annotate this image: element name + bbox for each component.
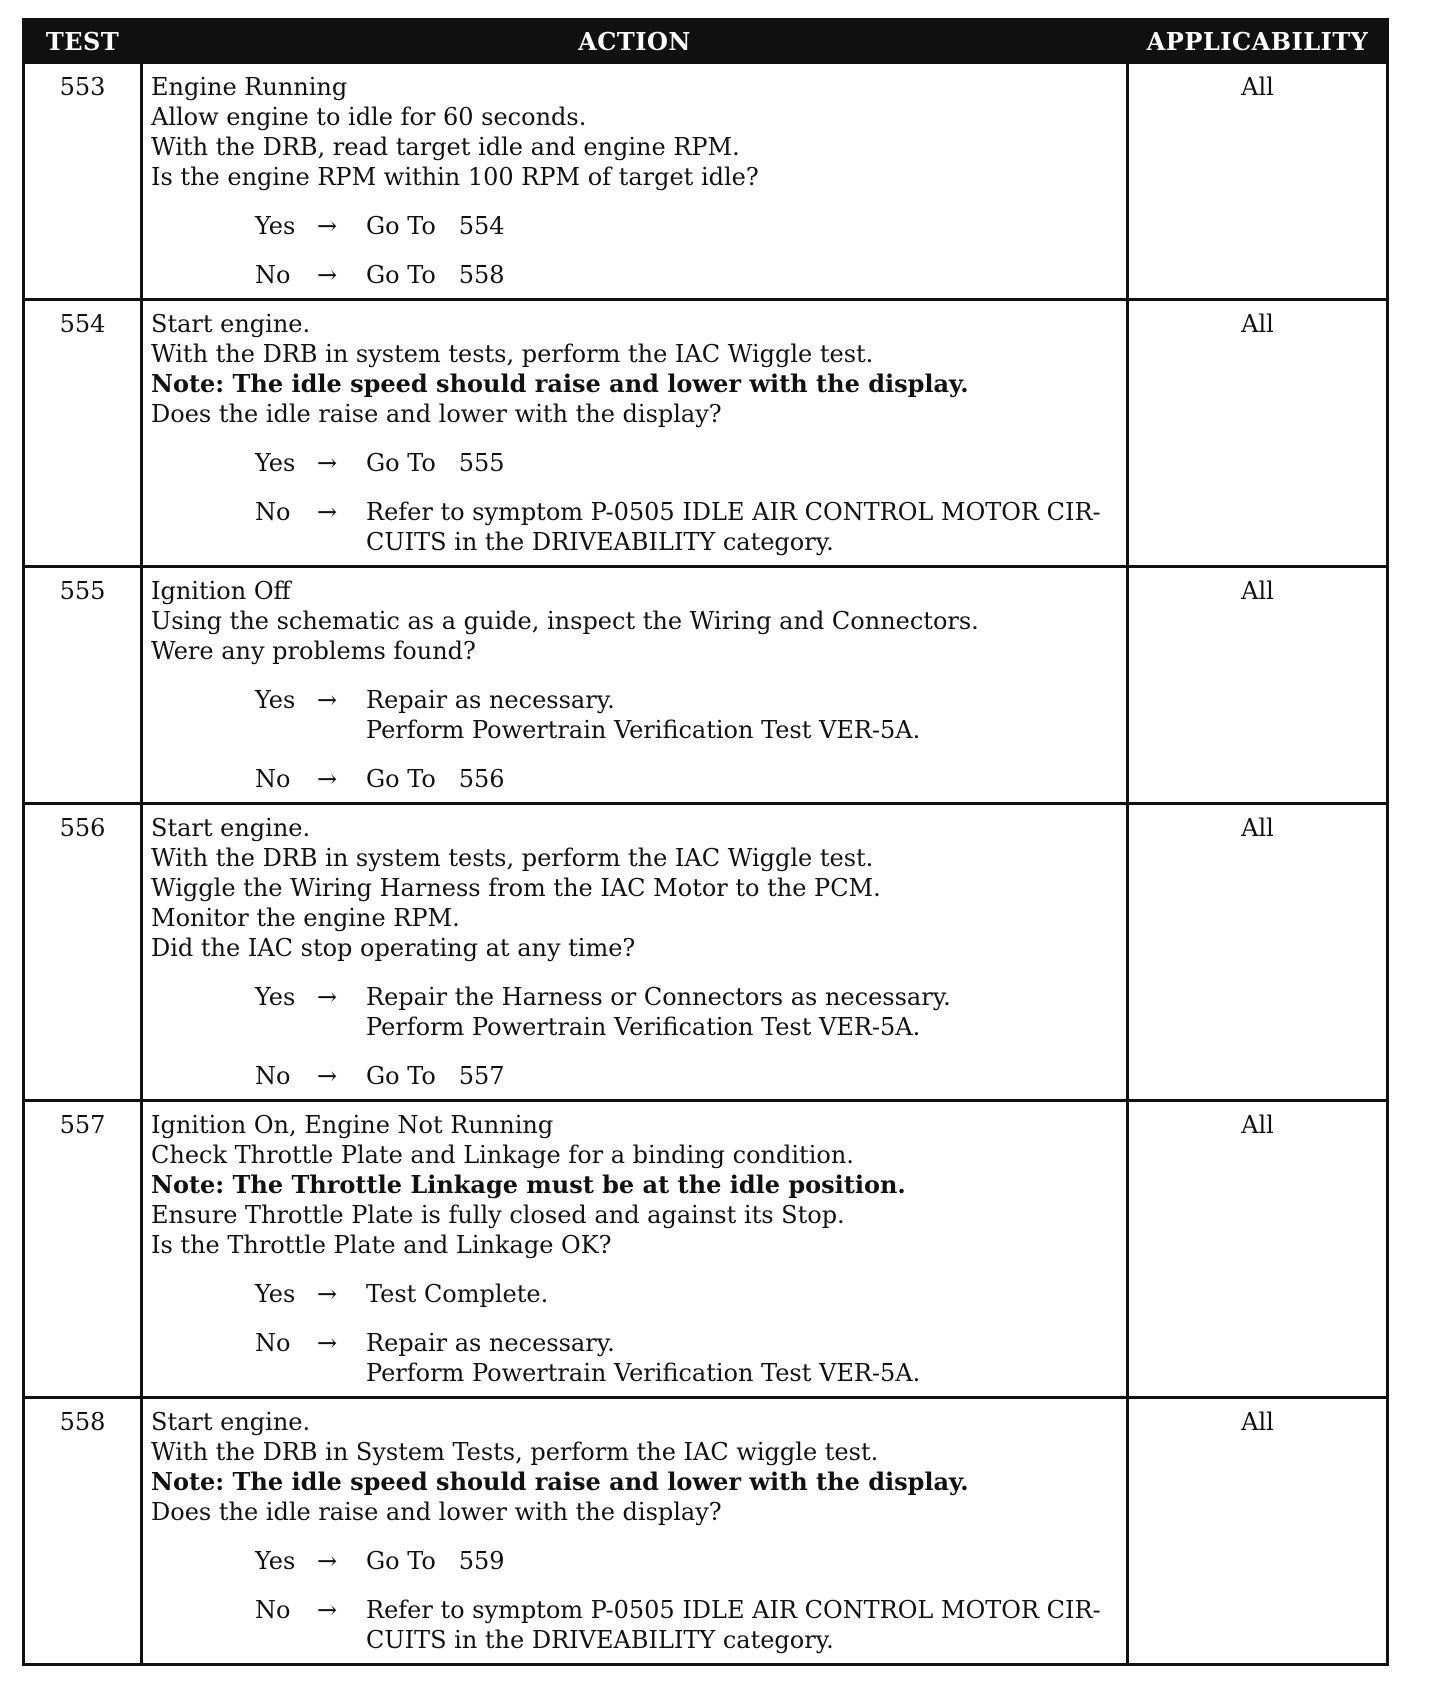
action-line: Start engine. xyxy=(151,310,311,338)
action-line: Wiggle the Wiring Harness from the IAC Motor to the PCM. xyxy=(151,874,881,902)
answer-label: Yes xyxy=(255,983,296,1011)
table-row xyxy=(24,300,1388,567)
branch-result xyxy=(366,260,1120,290)
arrow-right-icon: → xyxy=(317,765,338,793)
table-row xyxy=(24,1398,1388,1665)
branch-result xyxy=(366,1595,1120,1655)
action-line: Is the Throttle Plate and Linkage OK? xyxy=(151,1231,612,1259)
no-branch xyxy=(151,1061,1120,1091)
applicability-value: All xyxy=(1128,1398,1388,1665)
action-line: Start engine. xyxy=(151,1408,311,1436)
action-line: With the DRB in system tests, perform the IAC Wiggle test. xyxy=(151,340,874,368)
result-line: Go To 559 xyxy=(366,1547,505,1575)
no-branch xyxy=(151,497,1120,557)
branch-result xyxy=(366,1328,1120,1388)
test-number: 555 xyxy=(24,567,142,804)
arrow-right-icon: → xyxy=(317,449,338,477)
applicability-value: All xyxy=(1128,804,1388,1101)
action-line: Monitor the engine RPM. xyxy=(151,904,460,932)
result-line: Refer to symptom P-0505 IDLE AIR CONTROL MOTOR CIR- xyxy=(366,1596,1101,1624)
result-line: Test Complete. xyxy=(366,1280,549,1308)
yes-branch xyxy=(151,211,1120,241)
answer-label: No xyxy=(255,261,291,289)
result-line: Go To 555 xyxy=(366,449,505,477)
action-line: Using the schematic as a guide, inspect the Wiring and Connectors. xyxy=(151,607,979,635)
action-line: With the DRB in System Tests, perform the IAC wiggle test. xyxy=(151,1438,879,1466)
diagnostic-test-table xyxy=(22,18,1389,1666)
arrow-right-icon: → xyxy=(317,212,338,240)
answer-label: Yes xyxy=(255,1547,296,1575)
result-line: Go To 558 xyxy=(366,261,505,289)
action-note: Note: The idle speed should raise and lower with the display. xyxy=(151,369,969,398)
result-line: Go To 557 xyxy=(366,1062,505,1090)
action-line: Start engine. xyxy=(151,814,311,842)
action-line: With the DRB, read target idle and engine RPM. xyxy=(151,133,740,161)
action-cell xyxy=(142,1398,1128,1665)
applicability-value: All xyxy=(1128,567,1388,804)
action-line: Ensure Throttle Plate is fully closed and against its Stop. xyxy=(151,1201,845,1229)
yes-branch xyxy=(151,1546,1120,1576)
branch-result xyxy=(366,685,1120,745)
answer-label: Yes xyxy=(255,449,296,477)
answer-label: Yes xyxy=(255,686,296,714)
yes-branch xyxy=(151,685,1120,745)
branch-result xyxy=(366,1279,1120,1309)
applicability-value: All xyxy=(1128,63,1388,300)
arrow-right-icon: → xyxy=(317,1329,338,1357)
branch-result xyxy=(366,497,1120,557)
result-line: Refer to symptom P-0505 IDLE AIR CONTROL MOTOR CIR- xyxy=(366,498,1101,526)
header-row xyxy=(24,20,1388,63)
action-cell xyxy=(142,804,1128,1101)
action-line: Were any problems found? xyxy=(151,637,476,665)
result-line: CUITS in the DRIVEABILITY category. xyxy=(366,528,834,556)
branch-result xyxy=(366,448,1120,478)
arrow-right-icon: → xyxy=(317,686,338,714)
action-line: Does the idle raise and lower with the display? xyxy=(151,400,722,428)
arrow-right-icon: → xyxy=(317,1062,338,1090)
result-line: Repair the Harness or Connectors as necessary. xyxy=(366,983,951,1011)
action-line: With the DRB in system tests, perform the IAC Wiggle test. xyxy=(151,844,874,872)
arrow-right-icon: → xyxy=(317,1596,338,1624)
action-line: Check Throttle Plate and Linkage for a binding condition. xyxy=(151,1141,854,1169)
answer-label: Yes xyxy=(255,1280,296,1308)
action-cell xyxy=(142,63,1128,300)
action-line: Ignition On, Engine Not Running xyxy=(151,1111,554,1139)
result-line: Perform Powertrain Verification Test VER-5A. xyxy=(366,1359,921,1387)
diagnostic-test-table-container xyxy=(22,18,1386,1666)
test-number: 553 xyxy=(24,63,142,300)
result-line: Perform Powertrain Verification Test VER-5A. xyxy=(366,716,921,744)
header-test: TEST xyxy=(24,20,142,63)
table-row xyxy=(24,567,1388,804)
result-line: Repair as necessary. xyxy=(366,1329,615,1357)
branch-result xyxy=(366,764,1120,794)
action-line: Ignition Off xyxy=(151,577,291,605)
no-branch xyxy=(151,260,1120,290)
action-line: Is the engine RPM within 100 RPM of target idle? xyxy=(151,163,759,191)
yes-branch xyxy=(151,1279,1120,1309)
table-row xyxy=(24,1101,1388,1398)
test-number: 556 xyxy=(24,804,142,1101)
test-number: 558 xyxy=(24,1398,142,1665)
table-row xyxy=(24,804,1388,1101)
test-number: 554 xyxy=(24,300,142,567)
yes-branch xyxy=(151,448,1120,478)
branch-result xyxy=(366,1546,1120,1576)
arrow-right-icon: → xyxy=(317,983,338,1011)
arrow-right-icon: → xyxy=(317,498,338,526)
action-line: Does the idle raise and lower with the display? xyxy=(151,1498,722,1526)
table-row xyxy=(24,63,1388,300)
test-number: 557 xyxy=(24,1101,142,1398)
branch-result xyxy=(366,1061,1120,1091)
table-header xyxy=(24,20,1388,63)
answer-label: No xyxy=(255,498,291,526)
arrow-right-icon: → xyxy=(317,1280,338,1308)
action-note: Note: The idle speed should raise and lower with the display. xyxy=(151,1467,969,1496)
no-branch xyxy=(151,1595,1120,1655)
answer-label: Yes xyxy=(255,212,296,240)
result-line: Go To 554 xyxy=(366,212,505,240)
no-branch xyxy=(151,1328,1120,1388)
table-body xyxy=(24,63,1388,1665)
answer-label: No xyxy=(255,1062,291,1090)
action-line: Allow engine to idle for 60 seconds. xyxy=(151,103,587,131)
applicability-value: All xyxy=(1128,300,1388,567)
action-line: Did the IAC stop operating at any time? xyxy=(151,934,636,962)
applicability-value: All xyxy=(1128,1101,1388,1398)
action-cell xyxy=(142,567,1128,804)
result-line: Repair as necessary. xyxy=(366,686,615,714)
result-line: Go To 556 xyxy=(366,765,505,793)
result-line: Perform Powertrain Verification Test VER-5A. xyxy=(366,1013,921,1041)
answer-label: No xyxy=(255,765,291,793)
yes-branch xyxy=(151,982,1120,1042)
header-applicability: APPLICABILITY xyxy=(1128,20,1388,63)
no-branch xyxy=(151,764,1120,794)
action-cell xyxy=(142,300,1128,567)
answer-label: No xyxy=(255,1329,291,1357)
branch-result xyxy=(366,211,1120,241)
action-line: Engine Running xyxy=(151,73,348,101)
arrow-right-icon: → xyxy=(317,1547,338,1575)
arrow-right-icon: → xyxy=(317,261,338,289)
action-note: Note: The Throttle Linkage must be at the idle position. xyxy=(151,1170,906,1199)
action-cell xyxy=(142,1101,1128,1398)
result-line: CUITS in the DRIVEABILITY category. xyxy=(366,1626,834,1654)
answer-label: No xyxy=(255,1596,291,1624)
branch-result xyxy=(366,982,1120,1042)
header-action: ACTION xyxy=(142,20,1128,63)
